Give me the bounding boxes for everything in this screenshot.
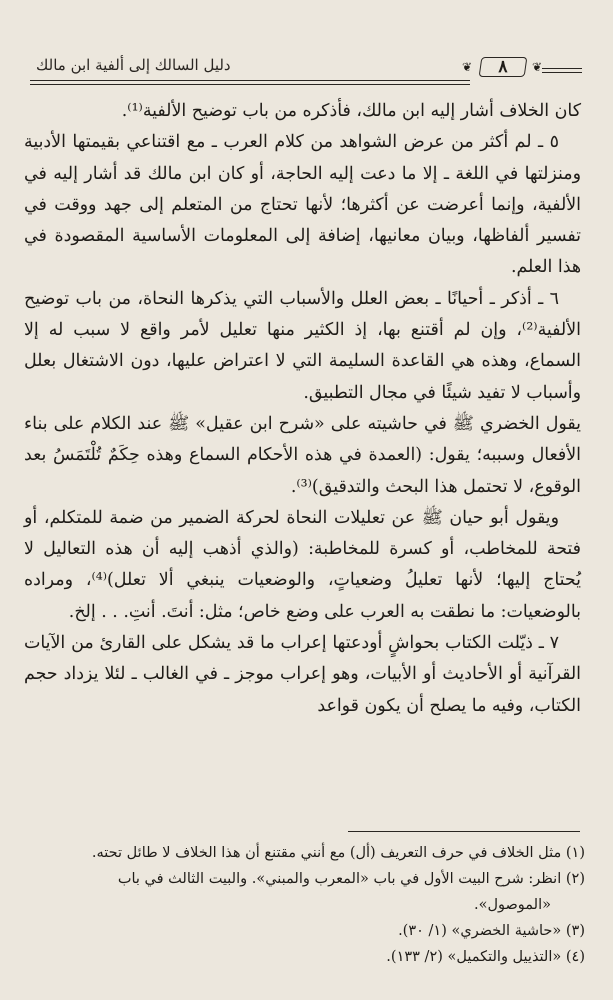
body-text	[24, 96, 581, 722]
page-header	[0, 54, 613, 84]
footnote-number: (٢)	[565, 871, 585, 887]
footnote-text: انظر: شرح البيت الأول في باب «المعرب والمبني». والبيت الثالث في باب	[117, 871, 562, 887]
paragraph: يقول الخضري ﷺ في حاشيته على «شرح ابن عقيل» ﷺ عند الكلام على بناء الأفعال وسببه؛ يقول: (العمدة في هذه الأحكام السماع وهذه حِكَمٌ تُلْتَمَسُ بعد الوقوع، لا تحتمل هذا البحث والتدقيق)⁽³⁾.	[24, 413, 581, 497]
header-rule	[542, 72, 582, 73]
footnote	[28, 840, 585, 866]
header-rule	[30, 84, 470, 85]
ornament-icon: ❦	[462, 60, 473, 74]
footnote-separator	[348, 831, 580, 832]
footnote-number: (٤)	[565, 949, 585, 965]
footnote-number: (١)	[565, 845, 585, 861]
page-number: ٨	[474, 54, 532, 80]
running-title: دليل السالك إلى ألفية ابن مالك	[36, 56, 231, 74]
footnotes	[28, 840, 585, 970]
ornament-icon: ❦	[532, 60, 543, 74]
footnote-continuation: «الموصول».	[473, 897, 551, 913]
footnote-number: (٣)	[565, 923, 585, 939]
footnote-text: «حاشية الخضري» (١/ ٣٠).	[398, 923, 562, 939]
header-rule	[542, 68, 582, 69]
footnote-text: مثل الخلاف في حرف التعريف (أل) مع أنني مقتنع أن هذا الخلاف لا طائل تحته.	[91, 845, 562, 861]
footnote	[28, 944, 585, 970]
paragraph: كان الخلاف أشار إليه ابن مالك، فأذكره من باب توضيح الألفية⁽¹⁾.	[121, 101, 581, 121]
footnote	[28, 918, 585, 944]
paragraph: ٧ ـ ذيّلت الكتاب بحواشٍ أودعتها إعراب ما قد يشكل على القارئ من الآيات القرآنية أو الأحاديث أو الأبيات، وهو إعراب موجز ـ في الغالب ـ لئلا يزداد حجم الكتاب، وفيه ما يصلح أن يكون قواعد	[24, 633, 581, 716]
header-rule	[30, 80, 470, 81]
footnote-text: «التذييل والتكميل» (٢/ ١٣٣).	[386, 949, 562, 965]
footnote	[28, 866, 585, 892]
paragraph: ويقول أبو حيان ﷺ عن تعليلات النحاة لحركة الضمير من ضمة للمتكلم، أو فتحة للمخاطب، أو كسرة للمخاطبة: (والذي أذهب إليه أن هذه التعاليل لا يُحتاج إليها؛ لأنها تعليلُ وضعياتٍ، والوضعيات ينبغي ألا تعلل)⁽⁴⁾، ومراده بالوضعيات: ما نطقت به العرب على وضع خاص؛ مثل: أنتَ. أنتِ. . . إلخ.	[24, 507, 581, 622]
paragraph: ٦ ـ أذكر ـ أحيانًا ـ بعض العلل والأسباب التي يذكرها النحاة، من باب توضيح الألفية⁽²⁾، وإن لم أقتنع بها، إذ الكثير منها تعليل لأمر واقع لا سبب له إلا السماع، وهذه هي القاعدة السليمة التي لا اعتراض عليها، دون الاشتغال بعلل وأسباب لا تفيد شيئًا في مجال التطبيق.	[24, 288, 581, 403]
paragraph: ٥ ـ لم أكثر من عرض الشواهد من كلام العرب ـ مع اقتناعي بقيمتها الأدبية ومنزلتها في اللغة ـ إلا ما دعت إليه الحاجة، أو كان ابن مالك قد أشار إليه في الألفية، وإنما أعرضت عن أكثرها؛ لأنها تحتاج من المتعلم إلى جهد ووقت في تفسير ألفاظها، وبيان معانيها، إضافة إلى المعلومات الأساسية المقصودة في هذا العلم.	[24, 132, 581, 278]
